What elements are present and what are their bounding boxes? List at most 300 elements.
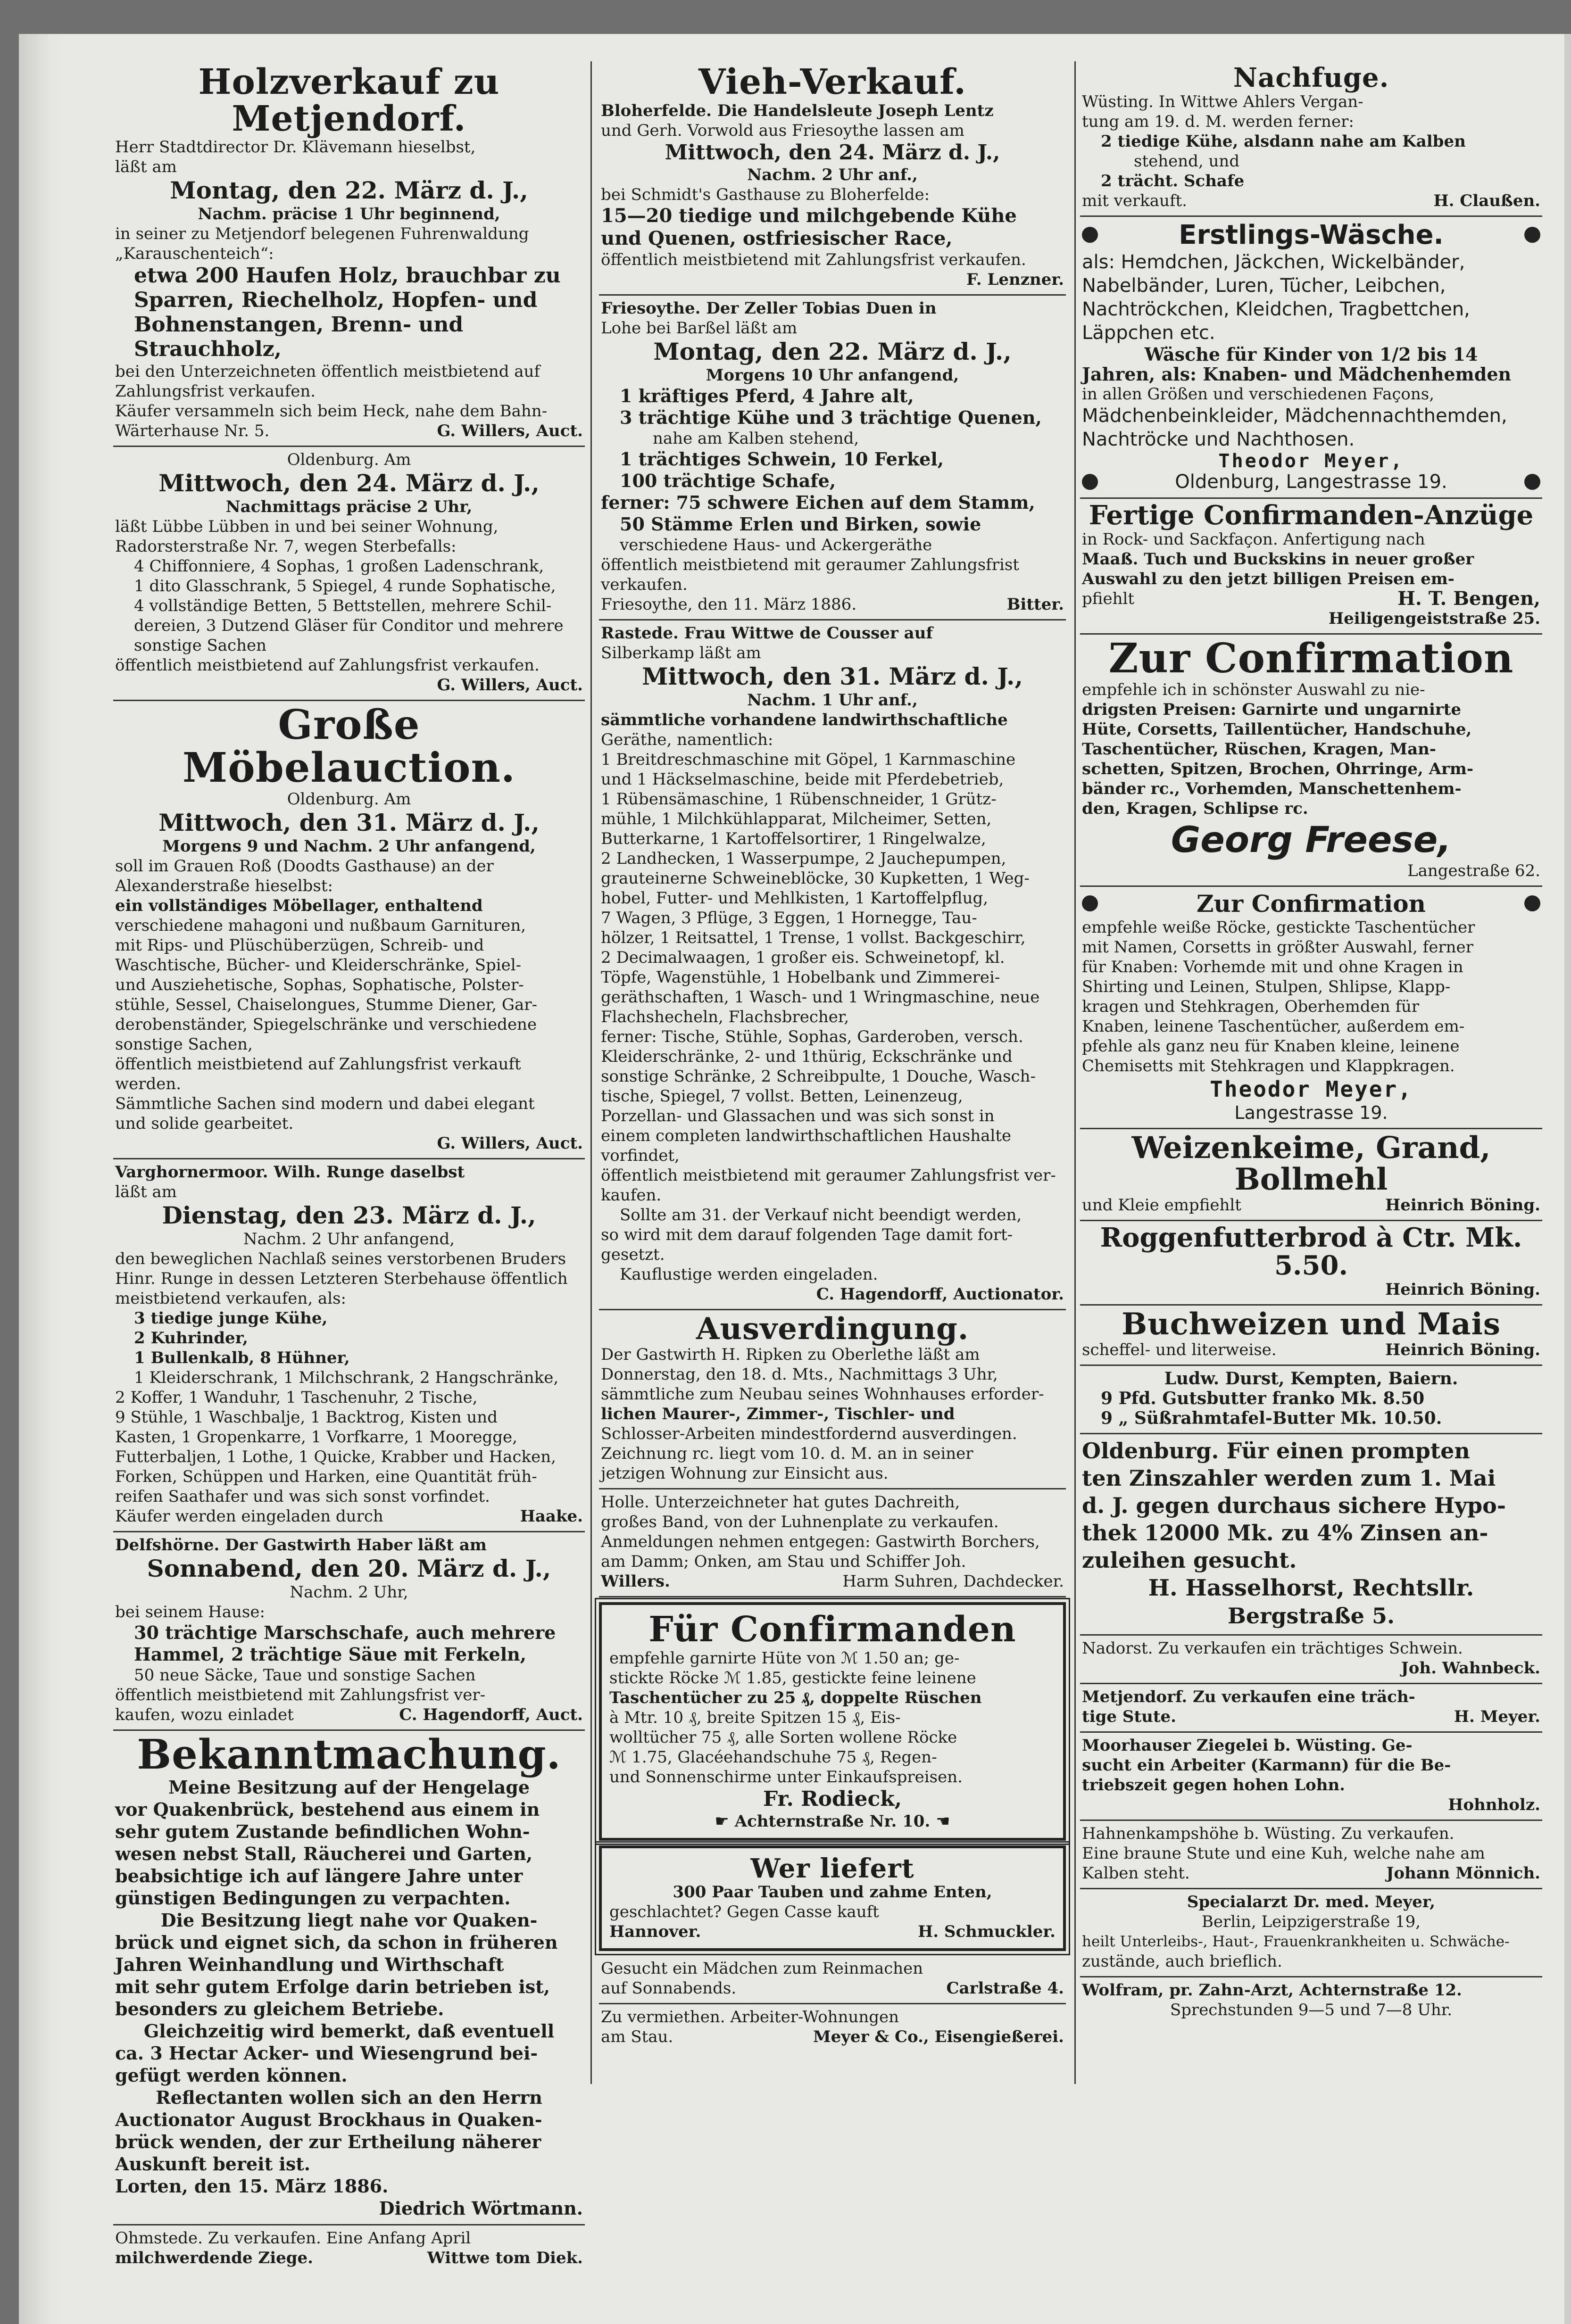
text-line: Sämmtliche Sachen sind modern und dabei elegant — [115, 1094, 535, 1113]
text-line: so wird mit dem darauf folgenden Tage damit fort- — [601, 1225, 1013, 1244]
auction-time: Nachm. präcise 1 Uhr beginnend, — [198, 205, 500, 224]
text-line: Jahren Weinhandlung und Wirthschaft — [115, 1954, 504, 1976]
text-line: soll im Grauen Roß (Doodts Gasthause) an der — [115, 856, 494, 876]
text-line: 4 Chiffonniere, 4 Sophas, 1 großen Ladenschrank, — [134, 557, 544, 576]
text-line: brück wenden, der zur Ertheilung näherer — [115, 2131, 541, 2153]
text-line: öffentlich meistbietend auf Zahlungsfrist verkaufen. — [115, 656, 540, 675]
text-line: kaufen. — [601, 1185, 662, 1205]
ad-weizenkeime — [1080, 1129, 1542, 1221]
text-line: Oldenburg. Für einen prompten — [1082, 1438, 1470, 1464]
text-line: 1 Kleiderschrank, 1 Milchschrank, 2 Hangschränke, — [134, 1368, 559, 1387]
ad-wer-liefert — [599, 1845, 1066, 1952]
ad-ausverdingung — [599, 1310, 1066, 1489]
page-edge-left — [19, 34, 64, 2324]
text-line: stickte Röcke ℳ 1.85, gestickte feine leinene — [609, 1668, 976, 1687]
ad-varghornermoor — [113, 1159, 585, 1532]
text-line: und solide gearbeitet. — [115, 1114, 294, 1133]
auction-date: Mittwoch, den 31. März d. J., — [158, 808, 540, 836]
text-line: vorfindet, — [601, 1146, 680, 1165]
text-line: Lorten, den 15. März 1886. — [115, 2175, 389, 2197]
text-line: 1 dito Glasschrank, 5 Spiegel, 4 runde Sophatische, — [134, 577, 556, 596]
text-line: Willers. — [601, 1571, 670, 1591]
text-line: am Stau. — [601, 2027, 673, 2047]
ad-title: Ausverdingung. — [696, 1311, 969, 1347]
text-line: Nachtröcke und Nachthosen. — [1082, 428, 1355, 450]
text-line: öffentlich meistbietend mit geraumer Zahlungsfrist ver- — [601, 1166, 1056, 1185]
auction-time: Nachm. 1 Uhr anf., — [747, 690, 918, 710]
text-line: à Mtr. 10 ₰, breite Spitzen 15 ₰, Eis- — [609, 1708, 901, 1727]
text-line: läßt am — [115, 1182, 177, 1201]
bullet-icon — [1524, 474, 1540, 490]
ad-friesoythe — [599, 296, 1066, 620]
ad-zur-confirmation-meyer — [1080, 887, 1542, 1129]
signature: G. Willers, Auct. — [437, 422, 583, 441]
text-line: verkaufen. — [601, 575, 688, 594]
merchant-address: Achternstraße Nr. 10. — [734, 1811, 931, 1831]
pointing-hand-icon: ☛ — [715, 1811, 729, 1831]
text-line: bei seinem Hause: — [115, 1602, 265, 1621]
ad-title: Buchweizen und Mais — [1122, 1306, 1501, 1342]
text-line: tige Stute. — [1082, 1707, 1177, 1727]
text-line: zuleihen gesucht. — [1082, 1547, 1297, 1573]
text-line: ein vollständiges Möbellager, enthaltend — [115, 896, 483, 915]
text-line: Knaben, leinene Taschentücher, außerdem em- — [1082, 1017, 1465, 1036]
text-line: mit verkauft. — [1082, 191, 1187, 210]
merchant-address: Heiligengeiststraße 25. — [1328, 609, 1540, 628]
text-line: mit Namen, Corsetts in größter Auswahl, ferner — [1082, 937, 1473, 957]
text-line: scheffel- und literweise. — [1082, 1340, 1277, 1360]
text-line: 2 Landhecken, 1 Wasserpumpe, 2 Jauchepumpen, — [601, 849, 1006, 868]
text-line: Hüte, Corsetts, Taillentücher, Handschuhe, — [1082, 720, 1472, 739]
ad-oldenburg-auction — [113, 447, 585, 701]
signature: Harm Suhren, Dachdecker. — [842, 1571, 1064, 1591]
ad-roggenfutterbrod — [1080, 1221, 1542, 1306]
text-line: dereien, 3 Dutzend Gläser für Conditor und mehrere — [134, 616, 564, 636]
text-line: verschiedene Haus- und Ackergeräthe — [620, 535, 932, 554]
signature: G. Willers, Auct. — [437, 676, 583, 695]
auction-date: Mittwoch, den 24. März d. J., — [665, 140, 1000, 165]
column-2 — [599, 61, 1066, 2051]
ad-oldenburg-hypothek — [1080, 1434, 1542, 1636]
signature: H. Schmuckler. — [918, 1922, 1056, 1942]
text-line: mit sehr gutem Erfolge darin betrieben ist, — [115, 1976, 550, 1998]
signature: Heinrich Böning. — [1385, 1196, 1540, 1215]
auction-date: Mittwoch, den 24. März d. J., — [158, 469, 540, 497]
auction-date: Montag, den 22. März d. J., — [170, 176, 528, 205]
text-line: Oldenburg. Am — [287, 789, 411, 809]
ad-moebelauction — [113, 701, 585, 1159]
text-line: auf Sonnabends. — [601, 1979, 737, 1998]
signature: C. Hagendorff, Auctionator. — [816, 1284, 1064, 1304]
text-line: am Damm; Onken, am Stau und Schiffer Joh. — [601, 1552, 966, 1571]
text-line: beabsichtige ich auf längere Jahre unter — [115, 1865, 523, 1887]
item-line: Hammel, 2 trächtige Säue mit Ferkeln, — [134, 1643, 527, 1665]
text-line: Donnerstag, den 18. d. Mts., Nachmittags 3 Uhr, — [601, 1365, 998, 1384]
merchant-address: Langestrasse 19. — [1234, 1102, 1388, 1123]
ad-confirmanden-anzuege — [1080, 499, 1542, 635]
text-line: tische, Spiegel, 7 vollst. Betten, Leinenzeug, — [601, 1086, 963, 1106]
text-line: kaufen, wozu einladet — [115, 1705, 294, 1724]
item-line: 1 trächtiges Schwein, 10 Ferkel, — [620, 448, 944, 470]
text-line: günstigen Bedingungen zu verpachten. — [115, 1887, 511, 1909]
ad-specialarzt — [1080, 1889, 1542, 1977]
bullet-icon — [1524, 895, 1540, 911]
text-line: Herr Stadtdirector Dr. Klävemann hieselbst, — [115, 138, 476, 157]
signature: Bitter. — [1006, 595, 1064, 614]
text-line: heilt Unterleibs-, Haut-, Frauenkrankheiten u. Schwäche- — [1082, 1933, 1510, 1951]
text-line: sämmtliche vorhandene landwirthschaftliche — [601, 710, 1008, 729]
text-line: 9 Pfd. Gutsbutter franko Mk. 8.50 — [1101, 1389, 1425, 1409]
ad-title: Wer liefert — [750, 1853, 914, 1884]
text-line: grauteinerne Schweineblöcke, 30 Kupketten, 1 Weg- — [601, 868, 1030, 888]
text-line: pfiehlt — [1082, 589, 1134, 608]
text-line: Wüsting. In Wittwe Ahlers Vergan- — [1082, 92, 1363, 111]
text-line: sonstige Schränke, 2 Schreibpulte, 1 Douche, Wasch- — [601, 1067, 1036, 1086]
text-line: Maaß. Tuch und Buckskins in neuer großer — [1082, 549, 1474, 569]
text-line: sehr gutem Zustande befindlichen Wohn- — [115, 1821, 530, 1843]
item-line: 50 Stämme Erlen und Birken, sowie — [620, 513, 981, 535]
text-line: Metjendorf. Zu verkaufen eine träch- — [1082, 1687, 1415, 1707]
auction-time: Nachmittags präcise 2 Uhr, — [225, 497, 473, 517]
merchant-address: Oldenburg, Langestrasse 19. — [1175, 471, 1447, 493]
ad-fuer-confirmanden — [599, 1602, 1066, 1841]
text-line: ca. 3 Hectar Acker- und Wiesengrund bei- — [115, 2043, 538, 2064]
bullet-icon — [1082, 474, 1098, 490]
text-line: Ludw. Durst, Kempten, Baiern. — [1164, 1369, 1458, 1389]
text-line: hölzer, 1 Reitsattel, 1 Trense, 1 vollst. Backgeschirr, — [601, 928, 1026, 947]
text-line: Nachtröckchen, Kleidchen, Tragbettchen, — [1082, 298, 1470, 320]
text-line: 2 Koffer, 1 Wanduhr, 1 Taschenuhr, 2 Tische, — [115, 1388, 478, 1407]
text-line: Gesucht ein Mädchen zum Reinmachen — [601, 1959, 923, 1978]
ad-holzverkauf — [113, 61, 585, 447]
item-line: 15—20 tiedige und milchgebende Kühe — [601, 204, 1017, 227]
text-line: geschlachtet? Gegen Casse kauft — [609, 1902, 879, 1922]
text-line: hobel, Futter- und Mehlkisten, 1 Kartoffelpflug, — [601, 888, 989, 908]
text-line: 9 Stühle, 1 Waschbalje, 1 Backtrog, Kisten und — [115, 1407, 498, 1427]
text-line: Sprechstunden 9—5 und 7—8 Uhr. — [1170, 2001, 1453, 2020]
text-line: großes Band, von der Luhnenplate zu verkaufen. — [601, 1512, 999, 1531]
ad-title: Nachfuge. — [1233, 62, 1389, 93]
text-line: kragen und Stehkragen, Oberhemden für — [1082, 997, 1420, 1016]
text-line: 1 Breitdreschmaschine mit Göpel, 1 Karnmaschine — [601, 750, 1016, 769]
item-line: 2 Kuhrinder, — [134, 1328, 248, 1348]
text-line: bei den Unterzeichneten öffentlich meistbietend auf — [115, 362, 540, 381]
text-line: Töpfe, Wagenstühle, 1 Hobelbank und Zimmerei- — [601, 968, 1000, 987]
text-line: und Gerh. Vorwold aus Friesoythe lassen am — [601, 121, 964, 140]
ad-nachfuge — [1080, 61, 1542, 217]
text-line: Nabelbänder, Luren, Tücher, Leibchen, — [1082, 274, 1446, 297]
text-line: Zeichnung rc. liegt vom 10. d. M. an in seiner — [601, 1444, 973, 1463]
merchant-address: Langestraße 62. — [1407, 861, 1540, 880]
text-line: gesetzt. — [601, 1245, 665, 1264]
text-line: jetzigen Wohnung zur Einsicht aus. — [601, 1464, 889, 1483]
text-line: Auswahl zu den jetzt billigen Preisen em- — [1082, 569, 1455, 588]
text-line: Hannover. — [609, 1922, 701, 1942]
text-line: Meine Besitzung auf der Hengelage — [168, 1777, 530, 1798]
text-line: Rastede. Frau Wittwe de Cousser auf — [601, 623, 933, 643]
text-line: 9 „ Süßrahmtafel-Butter Mk. 10.50. — [1101, 1408, 1442, 1429]
item-line: 1 Bullenkalb, 8 Hühner, — [134, 1348, 350, 1367]
item-line: 1 kräftiges Pferd, 4 Jahre alt, — [620, 385, 914, 406]
ad-title: Bekanntmachung. — [137, 1730, 561, 1778]
text-line: und Kleie empfiehlt — [1082, 1196, 1241, 1215]
text-line: Eine braune Stute und eine Kuh, welche nahe am — [1082, 1844, 1485, 1863]
text-line: den, Kragen, Schlipse rc. — [1082, 799, 1308, 818]
auction-time: Nachm. 2 Uhr, — [290, 1582, 408, 1602]
text-line: lichen Maurer-, Zimmer-, Tischler- und — [601, 1404, 955, 1423]
merchant-name: Theodor Meyer, — [1210, 1076, 1413, 1102]
text-line: Moorhauser Ziegelei b. Wüsting. Ge- — [1082, 1736, 1413, 1755]
auction-date: Mittwoch, den 31. März d. J., — [642, 662, 1023, 690]
text-line: wesen nebst Stall, Räucherei und Garten, — [115, 1843, 533, 1865]
item-line: 100 trächtige Schafe, — [620, 470, 836, 491]
text-line: empfehle weiße Röcke, gestickte Taschentücher — [1082, 918, 1475, 937]
text-line: und 1 Häckselmaschine, beide mit Pferdebetrieb, — [601, 769, 1004, 789]
text-line: Der Gastwirth H. Ripken zu Oberlethe läßt am — [601, 1345, 980, 1364]
text-line: läßt Lübbe Lübben in und bei seiner Wohnung, — [115, 517, 499, 537]
text-line: Varghornermoor. Wilh. Runge daselbst — [115, 1162, 465, 1182]
signature: C. Hagendorff, Auct. — [399, 1705, 583, 1724]
text-line: und Sonnenschirme unter Einkaufspreisen. — [609, 1767, 963, 1786]
text-line: Friesoythe, den 11. März 1886. — [601, 595, 857, 614]
text-line: geräthschaften, 1 Wasch- und 1 Wringmaschine, neue — [601, 987, 1040, 1007]
ad-nadorst — [1080, 1636, 1542, 1684]
auction-time: Nachm. 2 Uhr anfangend, — [243, 1229, 455, 1249]
text-line: Gleichzeitig wird bemerkt, daß eventuell — [143, 2020, 555, 2042]
signature: H. Meyer. — [1454, 1707, 1540, 1727]
text-line: meistbietend verkaufen, als: — [115, 1289, 346, 1308]
ad-zu-vermiethen — [599, 2004, 1066, 2051]
text-line: 4 vollständige Betten, 5 Bettstellen, mehrere Schil- — [134, 596, 552, 616]
item-line: 30 trächtige Marschschafe, auch mehrere — [134, 1621, 556, 1643]
text-line: Taschentücher zu 25 ₰, doppelte Rüschen — [609, 1688, 982, 1707]
auction-time: Nachm. 2 Uhr anf., — [747, 165, 918, 184]
text-line: Zu vermiethen. Arbeiter-Wohnungen — [601, 2008, 899, 2027]
ad-metjendorf-stute — [1080, 1684, 1542, 1733]
text-line: ten Zinszahler werden zum 1. Mai — [1082, 1465, 1496, 1491]
ad-title: Holzverkauf zu Metjendorf. — [198, 62, 500, 139]
text-line: triebszeit gegen hohen Lohn. — [1082, 1776, 1346, 1795]
text-line: brück und eignet sich, da schon in früheren — [115, 1932, 558, 1953]
signature: F. Lenzner. — [966, 270, 1064, 289]
signature: Johann Mönnich. — [1386, 1864, 1540, 1883]
text-line: Kleiderschränke, 2- und 1thürig, Eckschränke und — [601, 1047, 1013, 1066]
ad-title: Zur Confirmation — [1197, 889, 1426, 918]
text-line: Käufer werden eingeladen durch — [115, 1506, 383, 1526]
text-line: vor Quakenbrück, bestehend aus einem in — [115, 1799, 540, 1820]
item-line: 2 trächt. Schafe — [1101, 171, 1245, 190]
merchant-name: Fr. Rodieck, — [763, 1786, 902, 1811]
signature: Haake. — [520, 1506, 583, 1526]
text-line: stühle, Sessel, Chaiselongues, Stumme Diener, Gar- — [115, 995, 537, 1014]
ad-buchweizen — [1080, 1306, 1542, 1366]
signature: Diedrich Wörtmann. — [379, 2198, 583, 2219]
auction-time: Morgens 10 Uhr anfangend, — [706, 365, 959, 385]
text-line: Oldenburg. Am — [287, 450, 411, 470]
text-line: öffentlich meistbietend auf Zahlungsfrist verkauft werden. — [115, 1054, 521, 1093]
page-edge-right — [1564, 34, 1571, 2324]
text-line: empfehle ich in schönster Auswahl zu nie- — [1082, 680, 1425, 699]
item-line: und Quenen, ostfriesischer Race, — [601, 227, 953, 249]
merchant-name: H. T. Bengen, — [1397, 587, 1540, 610]
text-line: „Karauschenteich“: — [115, 244, 274, 264]
text-line: bei Schmidt's Gasthause zu Bloherfelde: — [601, 185, 930, 204]
ad-erstlings-waesche — [1080, 217, 1542, 499]
text-line: 50 neue Säcke, Taue und sonstige Sachen — [134, 1665, 476, 1685]
column-divider-2 — [1074, 61, 1076, 2084]
text-line: gefügt werden können. — [115, 2065, 348, 2086]
text-line: empfehle garnirte Hüte von ℳ 1.50 an; ge- — [609, 1648, 960, 1668]
text-line: besonders zu gleichem Betriebe. — [115, 1998, 444, 2020]
signature: Hohnholz. — [1448, 1795, 1540, 1815]
ad-ludw-durst — [1080, 1366, 1542, 1434]
text-line: Reflectanten wollen sich an den Herrn — [156, 2087, 542, 2109]
ad-title: Erstlings-Wäsche. — [1179, 219, 1444, 250]
text-line: 1 Rübensämaschine, 1 Rübenschneider, 1 Grütz- — [601, 789, 997, 809]
text-line: zustände, auch brieflich. — [1082, 1952, 1282, 1971]
bullet-icon — [1524, 227, 1540, 243]
text-line: Butterkarne, 1 Kartoffelsortirer, 1 Ringelwalze, — [601, 829, 986, 848]
ad-vieh-verkauf — [599, 61, 1066, 296]
item-line: nahe am Kalben stehend, — [653, 429, 859, 448]
text-line: sämmtliche zum Neubau seines Wohnhauses erforder- — [601, 1384, 1044, 1404]
signature: G. Willers, Auct. — [437, 1133, 583, 1153]
pointing-hand-icon: ☚ — [936, 1811, 950, 1831]
text-line: pfehle als ganz neu für Knaben kleine, leinene — [1082, 1036, 1460, 1056]
merchant-name: H. Hasselhorst, Rechtsllr. — [1148, 1575, 1474, 1602]
item-line: 3 tiedige junge Kühe, — [134, 1308, 328, 1328]
text-line: Alexanderstraße hieselbst: — [115, 876, 333, 895]
text-line: einem completen landwirthschaftlichen Haushalte — [601, 1126, 1012, 1145]
item-line: 3 trächtige Kühe und 3 trächtige Quenen, — [620, 406, 1042, 428]
text-line: d. J. gegen durchaus sichere Hypo- — [1082, 1493, 1506, 1519]
text-line: reifen Saathafer und was sich sonst vorfindet. — [115, 1487, 490, 1506]
ad-zur-confirmation-freese — [1080, 635, 1542, 887]
text-line: Waschtische, Bücher- und Kleiderschränke, Spiel- — [115, 955, 522, 975]
ad-title: Fertige Confirmanden-Anzüge — [1089, 499, 1534, 531]
text-line: Auskunft bereit ist. — [115, 2153, 310, 2175]
text-line: Hinr. Runge in dessen Letzteren Sterbehause öffentlich — [115, 1269, 568, 1288]
signature: Heinrich Böning. — [1385, 1280, 1540, 1299]
ad-bekanntmachung — [113, 1731, 585, 2225]
text-line: derobenständer, Spiegelschränke und verschiedene — [115, 1015, 537, 1034]
text-line: Die Besitzung liegt nahe vor Quaken- — [160, 1910, 538, 1931]
signature: Wittwe tom Diek. — [427, 2249, 583, 2268]
item-line: Sparren, Riechelholz, Hopfen- und — [134, 288, 538, 313]
signature: Carlstraße 4. — [946, 1979, 1064, 1998]
merchant-address: Bergstraße 5. — [1228, 1603, 1395, 1629]
text-line: als: Hemdchen, Jäckchen, Wickelbänder, — [1082, 251, 1465, 273]
text-line: Mädchenbeinkleider, Mädchennachthemden, — [1082, 405, 1507, 427]
ad-title: Vieh-Verkauf. — [698, 62, 967, 102]
text-line: Sollte am 31. der Verkauf nicht beendigt werden, — [620, 1205, 1022, 1224]
auction-date: Montag, den 22. März d. J., — [653, 337, 1012, 365]
text-line: Käufer versammeln sich beim Heck, nahe dem Bahn- — [115, 402, 548, 421]
text-line: Holle. Unterzeichneter hat gutes Dachreith, — [601, 1492, 960, 1512]
ad-moorhauser-ziegelei — [1080, 1733, 1542, 1821]
text-line: Chemisetts mit Stehkragen und Klappkragen. — [1082, 1056, 1455, 1075]
merchant-address-row — [609, 1811, 1056, 1831]
text-line: Lohe bei Barßel läßt am — [601, 318, 798, 338]
text-line: ℳ 1.75, Glacéehandschuhe 75 ₰, Regen- — [609, 1747, 937, 1767]
text-line: wolltücher 75 ₰, alle Sorten wollene Röcke — [609, 1728, 957, 1747]
ad-title: Weizenkeime, Grand, Bollmehl — [1131, 1130, 1491, 1198]
merchant-name: Georg Freese, — [1171, 818, 1452, 860]
ad-ohmstede — [113, 2225, 585, 2273]
text-line: milchwerdende Ziege. — [115, 2249, 314, 2268]
column-divider-1 — [590, 61, 592, 2084]
ad-title: Roggenfutterbrod à Ctr. Mk. 5.50. — [1100, 1222, 1522, 1282]
text-line: Nadorst. Zu verkaufen ein trächtiges Schwein. — [1082, 1639, 1463, 1658]
text-line: bänder rc., Vorhemden, Manschettenhem- — [1082, 779, 1462, 798]
column-3 — [1080, 61, 1542, 2025]
text-line: Kauflustige werden eingeladen. — [620, 1265, 878, 1284]
signature: Meyer & Co., Eisengießerei. — [813, 2027, 1064, 2047]
text-line: für Knaben: Vorhemde mit und ohne Kragen in — [1082, 957, 1463, 976]
text-line: Auctionator August Brockhaus in Quaken- — [115, 2109, 542, 2131]
auction-date: Dienstag, den 23. März d. J., — [162, 1201, 536, 1229]
text-line: ferner: Tische, Stühle, Sophas, Garderoben, versch. — [601, 1027, 1023, 1046]
ad-rastede — [599, 620, 1066, 1310]
text-line: Berlin, Leipzigerstraße 19, — [1201, 1912, 1421, 1932]
text-line: 300 Paar Tauben und zahme Enten, — [673, 1883, 992, 1902]
text-line: thek 12000 Mk. zu 4% Zinsen an- — [1082, 1520, 1488, 1546]
signature: Heinrich Böning. — [1385, 1340, 1540, 1360]
text-line: öffentlich meistbietend mit Zahlungsfrist ver- — [115, 1685, 486, 1704]
text-line: Schlosser-Arbeiten mindestfordernd ausverdingen. — [601, 1424, 1017, 1443]
text-line: Radorsterstraße Nr. 7, wegen Sterbefalls: — [115, 537, 457, 556]
text-line: Porzellan- und Glassachen und was sich sonst in — [601, 1106, 995, 1125]
column-1 — [113, 61, 585, 2273]
text-line: drigsten Preisen: Garnirte und ungarnirte — [1082, 700, 1462, 719]
text-line: Forken, Schüppen und Harken, eine Quantität früh- — [115, 1467, 537, 1486]
text-line: schetten, Spitzen, Brochen, Ohrringe, Arm- — [1082, 759, 1473, 778]
text-line: Delfshörne. Der Gastwirth Haber läßt am — [115, 1535, 487, 1555]
text-line: Anmeldungen nehmen entgegen: Gastwirth Borchers, — [601, 1532, 1040, 1551]
bullet-icon — [1082, 227, 1098, 243]
text-line: Geräthe, namentlich: — [601, 730, 773, 749]
signature: Joh. Wahnbeck. — [1401, 1659, 1540, 1678]
ad-title: Für Confirmanden — [648, 1609, 1016, 1650]
ad-hahnenkampshoehe — [1080, 1821, 1542, 1889]
text-line: den beweglichen Nachlaß seines verstorbenen Bruders — [115, 1249, 566, 1268]
text-line: Wärterhause Nr. 5. — [115, 422, 270, 441]
text-line: stehend, und — [1134, 151, 1240, 171]
text-line: in Rock- und Sackfaçon. Anfertigung nach — [1082, 529, 1425, 549]
text-line: Hahnenkampshöhe b. Wüsting. Zu verkaufen. — [1082, 1824, 1455, 1844]
text-line: mit Rips- und Plüschüberzügen, Schreib- und — [115, 935, 484, 955]
text-line: sonstige Sachen — [134, 636, 267, 655]
text-line: Ohmstede. Zu verkaufen. Eine Anfang April — [115, 2229, 471, 2248]
text-line: Zahlungsfrist verkaufen. — [115, 382, 316, 401]
text-line: Bloherfelde. Die Handelsleute Joseph Lentz — [601, 101, 994, 120]
ad-delfshoerne — [113, 1532, 585, 1731]
text-line: und Ausziehetische, Sophas, Sophatische, Polster- — [115, 975, 524, 994]
text-line: Wäsche für Kinder von 1/2 bis 14 — [1144, 343, 1478, 365]
text-line: tung am 19. d. M. werden ferner: — [1082, 112, 1354, 131]
text-line: öffentlich meistbietend mit Zahlungsfrist verkaufen. — [601, 250, 1026, 269]
merchant-name: Theodor Meyer, — [1218, 450, 1404, 472]
ad-holle — [599, 1489, 1066, 1597]
text-line: Läppchen etc. — [1082, 322, 1215, 344]
ad-title: Große Möbelauction. — [183, 701, 515, 792]
text-line: Futterbaljen, 1 Lothe, 1 Quicke, Krabber und Hacken, — [115, 1447, 556, 1466]
text-line: Shirting und Leinen, Stulpen, Shlipse, Klapp- — [1082, 977, 1451, 996]
auction-date: Sonnabend, den 20. März d. J., — [147, 1554, 551, 1582]
text-line: Kasten, 1 Gropenkarre, 1 Vorfkarre, 1 Mooregge, — [115, 1427, 517, 1447]
ad-gesucht-maedchen — [599, 1956, 1066, 2004]
text-line: 7 Wagen, 3 Pflüge, 3 Eggen, 1 Hornegge, Tau- — [601, 908, 977, 927]
